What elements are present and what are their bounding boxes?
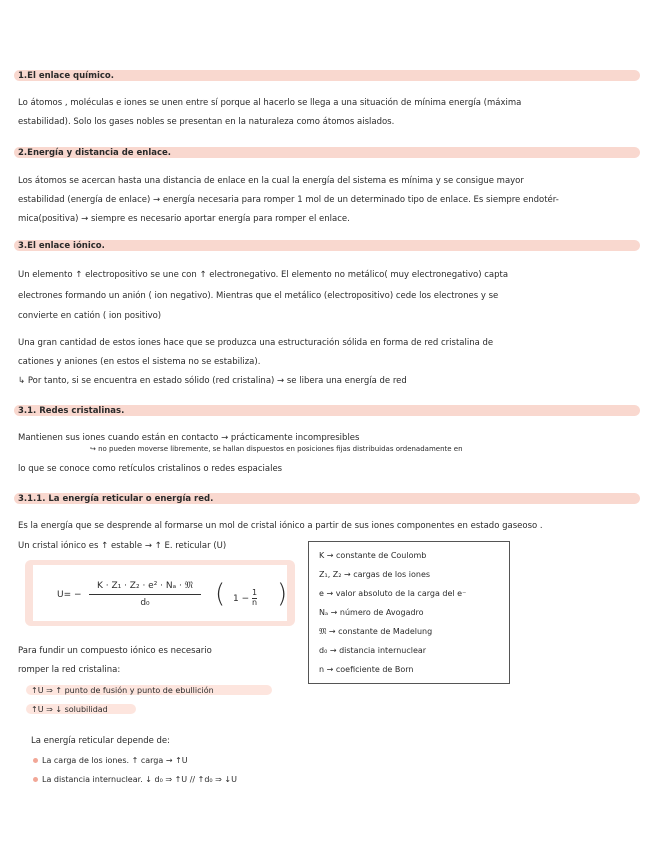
paragraph-line: convierte en catión ( ion positivo) <box>18 311 162 321</box>
list-item <box>33 756 188 765</box>
legend-item: d₀ → distancia internuclear <box>319 646 427 655</box>
paragraph-line: ↪ no pueden moverse libremente, se hallan dispuestos en posiciones fijas distribuidas ordenadamente en <box>90 445 463 453</box>
legend-item: K → constante de Coulomb <box>319 551 427 560</box>
legend-item: e → valor absoluto de la carga del e⁻ <box>319 589 467 598</box>
paragraph-line: estabilidad). Solo los gases nobles se presentan en la naturaleza como átomos aislados. <box>18 117 395 127</box>
formula-one: 1 − <box>233 593 250 604</box>
paragraph-line: La energía reticular depende de: <box>31 736 171 746</box>
formula-fraction <box>89 581 201 608</box>
formula-denominator: d₀ <box>140 598 150 608</box>
born-denominator: n <box>252 597 258 607</box>
section-title: 3.1.1. La energía reticular o energía red. <box>18 494 214 504</box>
formula-legend <box>308 541 510 684</box>
formula-numerator: K · Z₁ · Z₂ · e² · Nₐ · 𝔐 <box>89 581 201 595</box>
section-title: 1.El enlace químico. <box>18 71 114 81</box>
paragraph-line: Los átomos se acercan hasta una distancia de enlace en la cual la energía del sistema es mínima y se consigue mayor <box>18 176 524 186</box>
paragraph-line: romper la red cristalina: <box>18 665 121 675</box>
bullet-dot <box>33 777 38 782</box>
paragraph-line: ↳ Por tanto, si se encuentra en estado sólido (red cristalina) → se libera una energía de red <box>18 376 407 386</box>
born-numerator: 1 <box>252 588 258 597</box>
legend-item: Nₐ → número de Avogadro <box>319 608 424 617</box>
legend-item: 𝔐 → constante de Madelung <box>319 627 433 636</box>
paragraph-line: Un cristal iónico es ↑ estable → ↑ E. reticular (U) <box>18 541 227 551</box>
paragraph-line: mica(positiva) → siempre es necesario aportar energía para romper el enlace. <box>18 214 350 224</box>
list-item <box>33 775 237 784</box>
paragraph-line: Para fundir un compuesto iónico es necesario <box>18 646 212 656</box>
legend-item: Z₁, Z₂ → cargas de los iones <box>319 570 431 579</box>
section-highlight <box>14 240 640 251</box>
paragraph-line: Un elemento ↑ electropositivo se une con ↑ electronegativo. El elemento no metálico( muy electronegativo) capta <box>18 270 509 280</box>
paragraph-line: Mantienen sus iones cuando están en contacto → prácticamente incompresibles <box>18 433 360 443</box>
consequence-item: ↑U ⇒ ↓ solubilidad <box>31 705 108 714</box>
section-title: 3.El enlace iónico. <box>18 241 105 251</box>
right-paren: ) <box>277 579 288 609</box>
formula-lhs: U= − <box>57 590 82 600</box>
paragraph-line: Una gran cantidad de estos iones hace que se produzca una estructuración sólida en forma de red cristalina de <box>18 338 494 348</box>
paragraph-line: cationes y aniones (en estos el sistema no se estabiliza). <box>18 357 261 367</box>
left-paren: ( <box>215 579 226 609</box>
paragraph-line: lo que se conoce como retículos cristalinos o redes espaciales <box>18 464 283 474</box>
bullet-dot <box>33 758 38 763</box>
lattice-energy-formula <box>25 560 295 626</box>
formula-born-term <box>233 589 257 608</box>
paragraph-line: Lo átomos , moléculas e iones se unen entre sí porque al hacerlo se llega a una situación de mínima energía (máxima <box>18 98 522 108</box>
consequence-item: ↑U ⇒ ↑ punto de fusión y punto de ebullición <box>31 686 214 695</box>
list-item-text: La distancia internuclear. ↓ d₀ ⇒ ↑U // ↑d₀ ⇒ ↓U <box>42 775 237 784</box>
section-title: 3.1. Redes cristalinas. <box>18 406 125 416</box>
paragraph-line: estabilidad (energía de enlace) → energía necesaria para romper 1 mol de un determinado tipo de enlace. Es siempre endotér- <box>18 195 559 205</box>
list-item-text: La carga de los iones. ↑ carga → ↑U <box>42 756 188 765</box>
paragraph-line: Es la energía que se desprende al formarse un mol de cristal iónico a partir de sus iones componentes en estado gaseoso . <box>18 521 543 531</box>
legend-item: n → coeficiente de Born <box>319 665 414 674</box>
paragraph-line: electrones formando un anión ( ion negativo). Mientras que el metálico (electropositivo) cede los electrones y se <box>18 291 499 301</box>
section-title: 2.Energía y distancia de enlace. <box>18 148 172 158</box>
